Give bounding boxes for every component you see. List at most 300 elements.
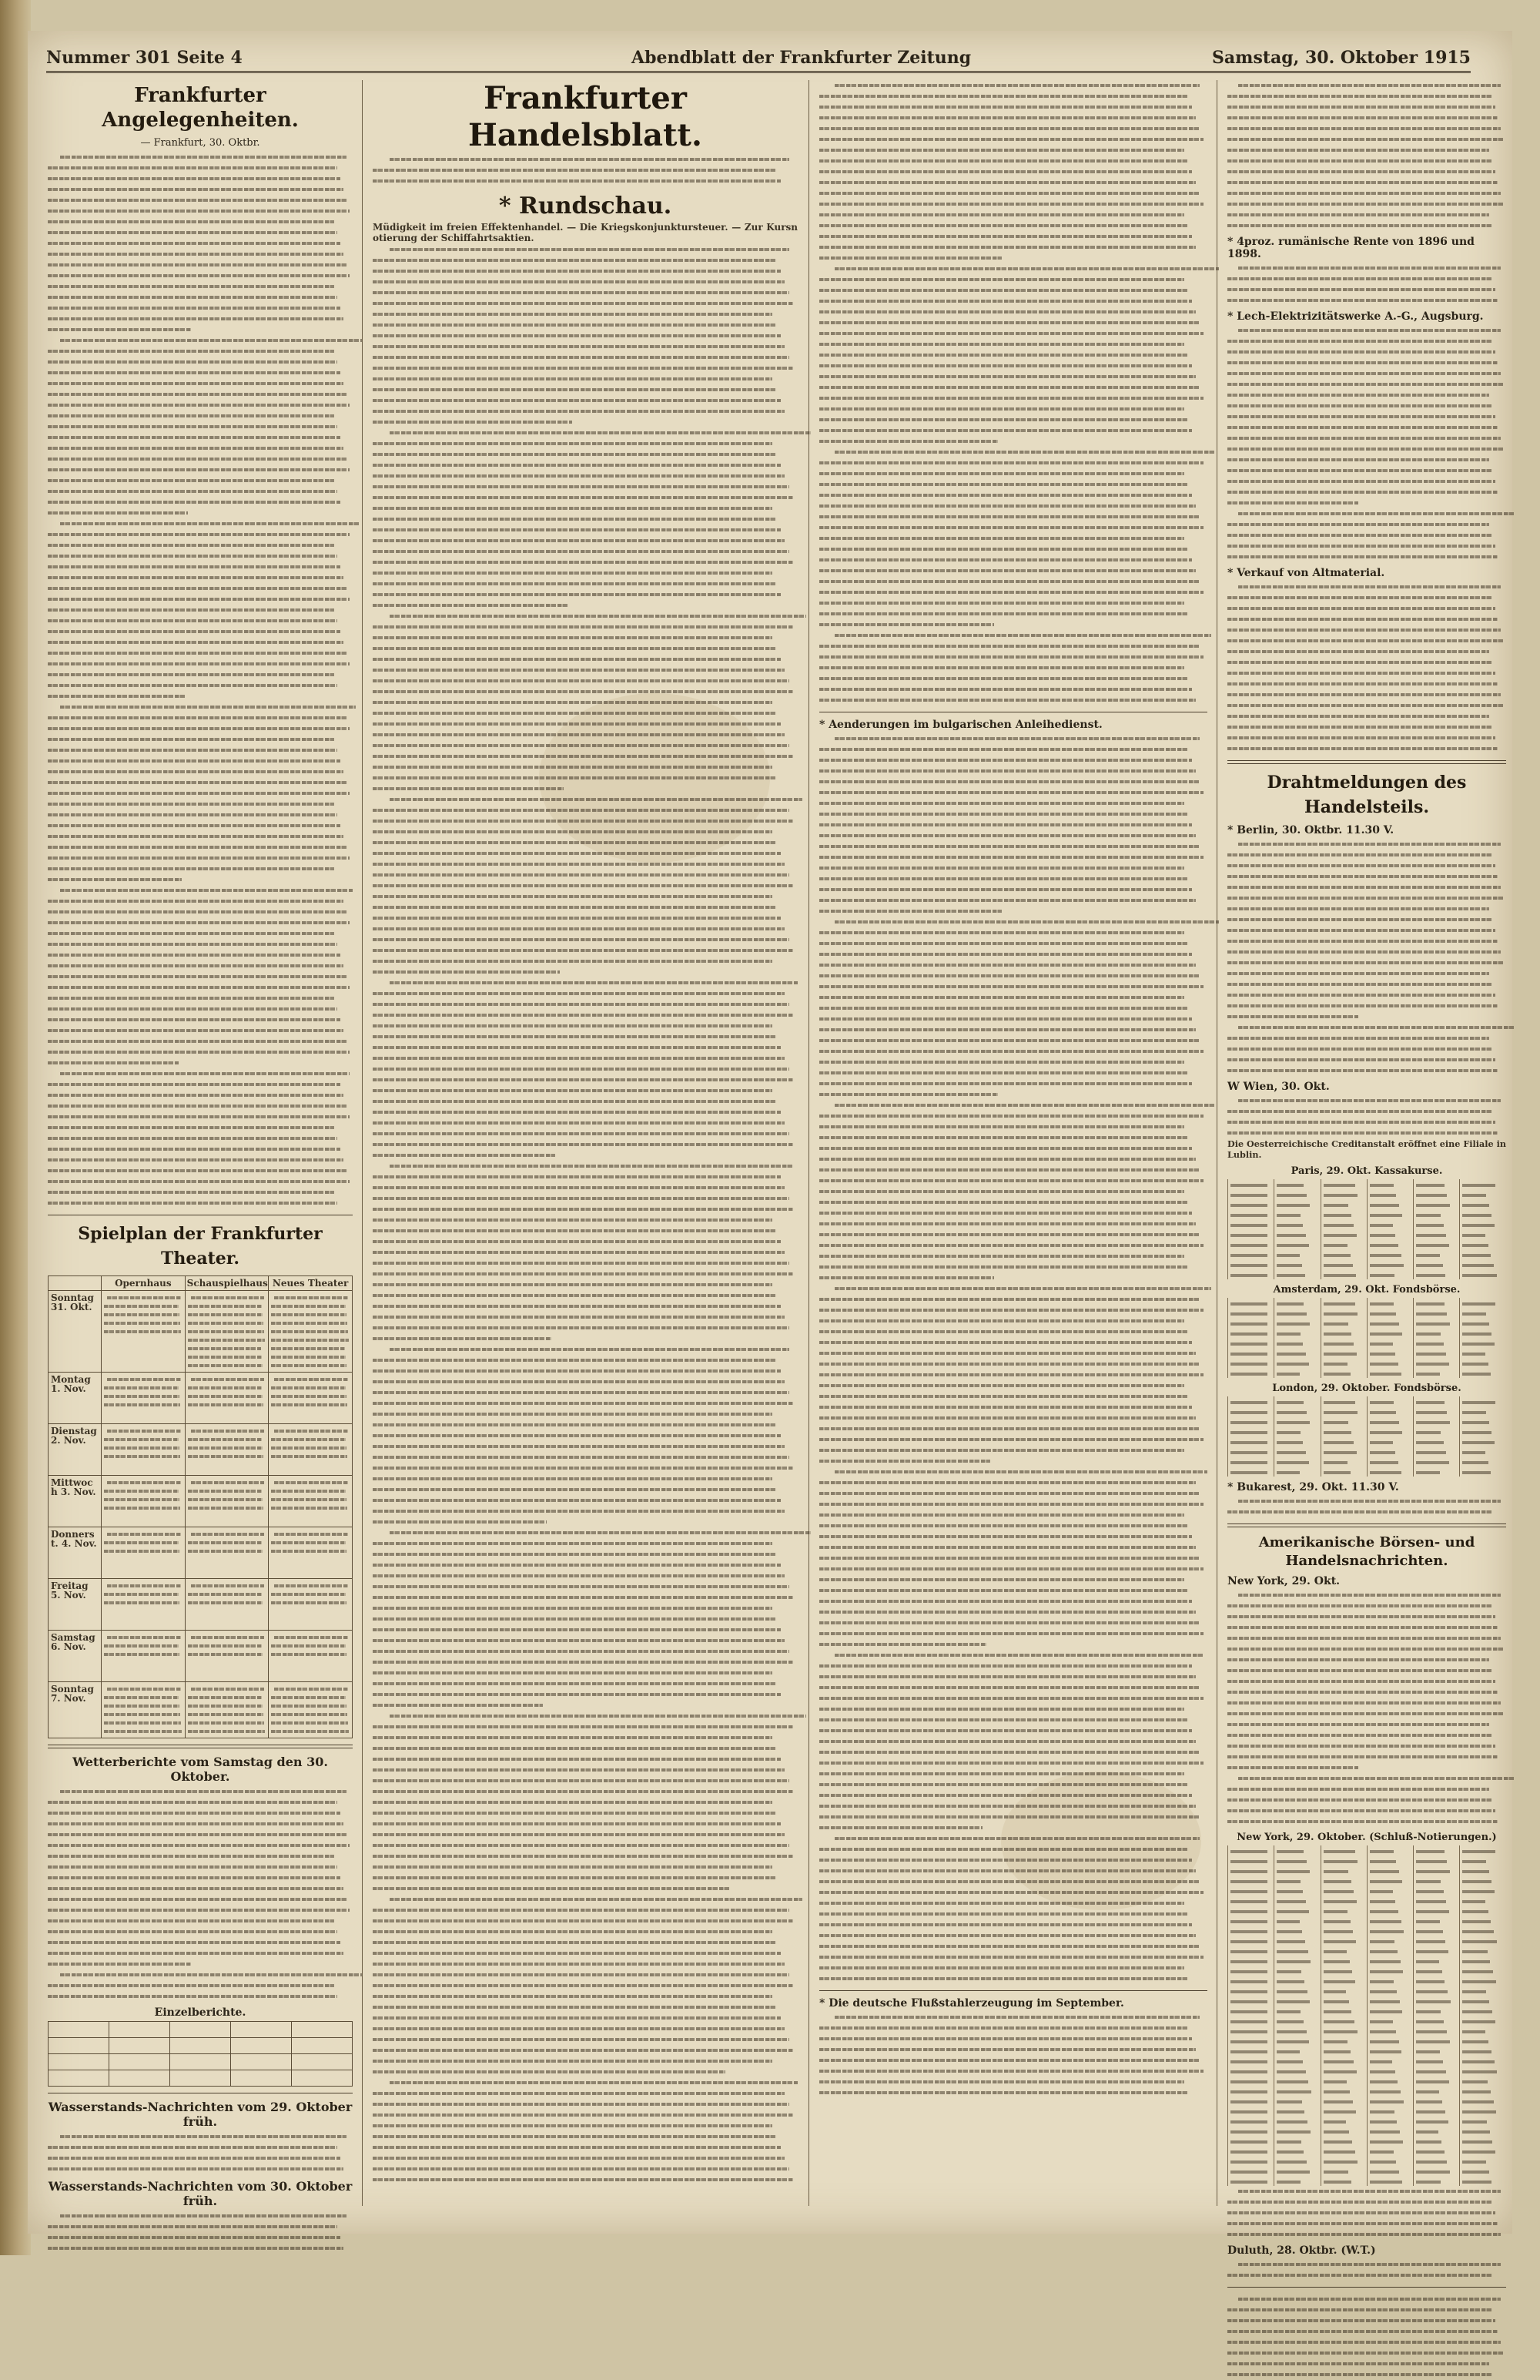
table-cell <box>1274 1229 1321 1239</box>
table-cell <box>1274 1946 1321 1956</box>
table-cell <box>1414 1338 1460 1348</box>
table-cell <box>1228 1936 1274 1946</box>
text-line <box>1227 1816 1506 1827</box>
text-line <box>819 1186 1207 1197</box>
table-cell <box>1228 1406 1274 1416</box>
divider <box>1227 2287 1506 2288</box>
text-line <box>819 630 1207 641</box>
text-line <box>373 1570 798 1581</box>
text-line <box>819 1617 1207 1628</box>
table-cell <box>1367 2036 1413 2046</box>
table-cell <box>1460 1229 1506 1239</box>
text-line <box>373 783 798 794</box>
text-line <box>373 330 798 341</box>
table-cell <box>1367 1966 1413 1976</box>
text-line <box>188 1336 266 1344</box>
text-line <box>1227 936 1506 947</box>
table-cell <box>1367 1219 1413 1229</box>
weather-text <box>48 1786 353 2002</box>
table-cell <box>1414 1855 1460 1865</box>
text-line <box>1227 454 1506 465</box>
text-line <box>373 568 798 578</box>
text-line <box>188 1503 266 1512</box>
masthead: Abendblatt der Frankfurter Zeitung <box>631 48 972 68</box>
text-line <box>1227 850 1506 860</box>
text-line <box>188 1581 266 1590</box>
text-line <box>373 1700 798 1711</box>
text-line <box>373 967 798 977</box>
text-line <box>104 1443 182 1452</box>
text-line <box>373 934 798 945</box>
text-line <box>188 1319 266 1327</box>
text-line <box>48 2142 353 2153</box>
table-cell <box>1460 2116 1506 2126</box>
text-line <box>819 684 1207 695</box>
text-line <box>819 873 1207 884</box>
table-cell <box>1228 2176 1274 2186</box>
table-cell <box>1274 2056 1321 2066</box>
text-line <box>48 1058 353 1068</box>
text-line <box>104 1375 182 1383</box>
text-line <box>819 1197 1207 1208</box>
table-cell <box>1274 2116 1321 2126</box>
text-line <box>819 2087 1207 2098</box>
table-cell <box>1274 1368 1321 1378</box>
text-line <box>1227 112 1506 123</box>
text-line <box>819 91 1207 102</box>
text-line <box>1227 123 1506 134</box>
text-line <box>1227 325 1506 336</box>
text-line <box>819 1100 1207 1111</box>
table-row <box>1228 2176 1507 2186</box>
text-line <box>373 1409 798 1420</box>
text-line <box>373 460 798 471</box>
text-line <box>819 766 1207 776</box>
table-cell <box>1414 1456 1460 1467</box>
table-cell <box>1228 1966 1274 1976</box>
table-cell <box>1274 1239 1321 1249</box>
text-line <box>271 1547 350 1555</box>
text-line <box>373 1721 798 1732</box>
text-line <box>1227 668 1506 679</box>
table-cell <box>1321 1426 1367 1436</box>
table-cell <box>1367 2136 1413 2146</box>
table-cell <box>1414 1436 1460 1446</box>
text-line <box>819 1499 1207 1510</box>
table-cell <box>1460 1865 1506 1876</box>
text-line <box>373 740 798 751</box>
rundschau-title: * Rundschau. <box>498 193 672 220</box>
text-line <box>373 1592 798 1603</box>
table-cell <box>1460 1396 1506 1406</box>
table-cell <box>1228 1956 1274 1966</box>
text-line <box>1227 689 1506 700</box>
text-line <box>104 1530 182 1538</box>
text-line <box>188 1383 266 1392</box>
text-line <box>819 884 1207 895</box>
text-line <box>48 184 353 195</box>
text-line <box>48 281 353 292</box>
text-line <box>1227 210 1506 220</box>
table-cell <box>1414 2106 1460 2116</box>
table-cell <box>1414 2116 1460 2126</box>
text-line <box>819 992 1207 1003</box>
table-cell <box>1414 1426 1460 1436</box>
text-line <box>373 1096 798 1107</box>
table-cell <box>1460 2066 1506 2076</box>
text-line <box>819 949 1207 960</box>
table-row <box>1228 2076 1507 2086</box>
text-line <box>188 1684 266 1693</box>
table-cell <box>102 1291 186 1373</box>
text-line <box>1227 519 1506 530</box>
table-cell <box>170 2070 231 2087</box>
table-row <box>1228 2116 1507 2126</box>
table-cell <box>1228 2136 1274 2146</box>
table-cell <box>1228 1189 1274 1199</box>
text-line <box>48 1165 353 1176</box>
text-line <box>373 1969 798 1980</box>
table-cell <box>1367 2096 1413 2106</box>
text-line <box>373 1107 798 1118</box>
table-cell <box>49 2022 109 2038</box>
text-line <box>1227 199 1506 210</box>
text-line <box>373 1657 798 1668</box>
text-line <box>373 1754 798 1765</box>
table-row <box>1228 2156 1507 2166</box>
table-cell <box>1274 2006 1321 2016</box>
steel-production-headline: * Die deutsche Flußstahlerzeugung im September. <box>819 1997 1124 2010</box>
table-row <box>1228 2146 1507 2156</box>
text-line <box>48 303 353 313</box>
table-cell <box>1460 2126 1506 2136</box>
table-cell <box>1414 1298 1460 1308</box>
text-line <box>373 1366 798 1376</box>
text-line <box>373 298 798 309</box>
day-cell: Sonntag 31. Okt. <box>49 1291 102 1373</box>
text-line <box>48 1101 353 1111</box>
text-line <box>373 492 798 503</box>
table-cell <box>1414 1896 1460 1906</box>
text-line <box>373 956 798 967</box>
text-line <box>819 1143 1207 1154</box>
table-cell <box>1274 1956 1321 1966</box>
text-line <box>373 2110 798 2120</box>
text-line <box>819 1380 1207 1391</box>
table-cell <box>1460 1338 1506 1348</box>
text-line <box>373 1042 798 1053</box>
table-cell <box>1321 1845 1367 1855</box>
table-cell <box>1274 1876 1321 1886</box>
text-line <box>819 1316 1207 1326</box>
table-cell <box>1228 1886 1274 1896</box>
table-row <box>1228 1996 1507 2006</box>
table-cell <box>292 2022 353 2038</box>
table-cell <box>1321 1396 1367 1406</box>
text-line <box>1227 679 1506 689</box>
table-cell <box>1367 1946 1413 1956</box>
text-line <box>373 503 798 514</box>
table-row <box>49 1527 353 1579</box>
text-line <box>48 831 353 842</box>
table-cell <box>1367 1896 1413 1906</box>
text-line <box>819 1121 1207 1132</box>
text-line <box>188 1344 266 1353</box>
table-cell <box>1321 1209 1367 1219</box>
text-line <box>373 1905 798 1916</box>
table-cell <box>1414 1886 1460 1896</box>
text-line <box>1227 411 1506 422</box>
text-line <box>1227 1065 1506 1076</box>
text-line <box>373 945 798 956</box>
steel-production-text <box>819 2012 1207 2098</box>
text-line <box>819 776 1207 787</box>
table-row <box>1228 2066 1507 2076</box>
text-line <box>819 2023 1207 2033</box>
text-line <box>819 1596 1207 1607</box>
text-line <box>104 1710 182 1718</box>
text-line <box>271 1344 350 1353</box>
table-cell <box>1460 1358 1506 1368</box>
table-row <box>1228 1189 1507 1199</box>
table-cell <box>185 1527 269 1579</box>
text-line <box>48 1808 353 1819</box>
table-row <box>1228 1916 1507 1926</box>
day-cell: Freitag 5. Nov. <box>49 1579 102 1631</box>
section-title-local: Frankfurter Angelegenheiten. <box>102 84 299 132</box>
text-line <box>373 277 798 287</box>
text-line <box>819 447 1207 458</box>
text-line <box>819 809 1207 820</box>
text-line <box>373 1538 798 1549</box>
text-line <box>373 729 798 740</box>
table-cell <box>1367 2106 1413 2116</box>
text-line <box>819 852 1207 863</box>
text-line <box>1227 1044 1506 1054</box>
text-line <box>373 589 798 600</box>
table-cell <box>1367 2126 1413 2136</box>
table-row <box>49 2022 353 2038</box>
table-cell <box>1414 2176 1460 2186</box>
text-line <box>1227 379 1506 390</box>
text-line <box>819 1963 1207 1973</box>
text-line <box>819 970 1207 981</box>
page-number: Nummer 301 Seite 4 <box>46 48 243 68</box>
text-line <box>1227 1633 1506 1644</box>
text-line <box>373 719 798 729</box>
text-line <box>819 1585 1207 1596</box>
table-row <box>1228 1209 1507 1219</box>
table-cell <box>1321 1916 1367 1926</box>
text-line <box>373 870 798 880</box>
table-cell <box>1414 1865 1460 1876</box>
column-telegrams <box>1227 80 1506 2257</box>
table-cell <box>1228 1298 1274 1308</box>
text-line <box>104 1400 182 1409</box>
text-line <box>373 1948 798 1959</box>
text-line <box>373 165 798 176</box>
text-line <box>373 1376 798 1387</box>
text-line <box>819 1952 1207 1963</box>
text-line <box>1227 498 1506 508</box>
text-line <box>819 1262 1207 1272</box>
text-line <box>48 432 353 443</box>
table-cell <box>1367 1986 1413 1996</box>
table-cell <box>1414 1986 1460 1996</box>
text-line <box>819 895 1207 906</box>
table-cell <box>1274 1845 1321 1855</box>
table-cell <box>1367 1426 1413 1436</box>
text-line <box>373 1991 798 2002</box>
text-line <box>373 924 798 934</box>
imprint-text <box>1227 2294 1506 2380</box>
text-line <box>1227 508 1506 519</box>
table-cell <box>1460 1876 1506 1886</box>
text-line <box>373 1247 798 1258</box>
table-cell <box>1367 1406 1413 1416</box>
text-line <box>48 421 353 432</box>
text-line <box>819 1348 1207 1359</box>
text-line <box>1227 2186 1506 2197</box>
table-cell <box>1228 1368 1274 1378</box>
table-row <box>1228 1348 1507 1358</box>
text-line <box>1227 2197 1506 2207</box>
table-cell <box>1274 1446 1321 1456</box>
text-line <box>48 2221 353 2232</box>
text-line <box>1227 2270 1506 2281</box>
text-line <box>1227 614 1506 625</box>
text-line <box>1227 2259 1506 2270</box>
text-line <box>373 1786 798 1797</box>
table-cell <box>1460 1916 1506 1926</box>
text-line <box>819 598 1207 608</box>
text-line <box>819 565 1207 576</box>
section-title-handelsblatt: Frankfurter Handelsblatt. <box>468 80 702 153</box>
text-line <box>188 1310 266 1319</box>
text-line <box>48 1819 353 1829</box>
text-line <box>373 1118 798 1128</box>
text-line <box>1227 2358 1506 2369</box>
text-line <box>373 794 798 805</box>
table-cell <box>1321 2176 1367 2186</box>
text-line <box>819 1574 1207 1585</box>
text-line <box>373 154 798 165</box>
text-line <box>819 1456 1207 1467</box>
text-line <box>1227 603 1506 614</box>
table-row <box>49 1631 353 1682</box>
table-cell <box>292 2070 353 2087</box>
table-cell <box>1414 2046 1460 2056</box>
table-cell <box>1228 1259 1274 1269</box>
table-cell <box>1414 1189 1460 1199</box>
text-line <box>819 695 1207 706</box>
text-line <box>48 1122 353 1133</box>
rundschau-lead: Müdigkeit im freien Effektenhandel. — Die Kriegskonjunktursteuer. — Zur Kursnotierung der Schiffahrtsaktien. <box>373 222 798 244</box>
table-row <box>1228 1318 1507 1328</box>
text-line <box>373 1668 798 1678</box>
text-line <box>104 1684 182 1693</box>
text-line <box>48 615 353 626</box>
text-line <box>48 335 353 346</box>
text-line <box>373 848 798 859</box>
text-line <box>104 1641 182 1650</box>
table-cell <box>1274 2096 1321 2106</box>
text-line <box>48 324 353 335</box>
text-line <box>48 971 353 982</box>
text-line <box>1227 732 1506 743</box>
water-level-title-1: Wasserstands-Nachrichten vom 29. Oktober früh. <box>48 2100 353 2129</box>
table-row <box>1228 1467 1507 1477</box>
text-line <box>1227 2294 1506 2305</box>
table-cell <box>170 2022 231 2038</box>
text-line <box>1227 1730 1506 1741</box>
table-cell <box>1321 1179 1367 1189</box>
table-cell <box>1321 1946 1367 1956</box>
text-line <box>271 1487 350 1495</box>
text-line <box>373 1204 798 1215</box>
text-line <box>819 1758 1207 1768</box>
text-line <box>373 1743 798 1754</box>
table-row <box>1228 1249 1507 1259</box>
water-level-title-2: Wasserstands-Nachrichten vom 30. Oktober früh. <box>48 2179 353 2208</box>
dateline: — Frankfurt, 30. Oktbr. <box>140 137 260 149</box>
text-line <box>819 733 1207 744</box>
table-cell <box>1367 1298 1413 1308</box>
table-cell <box>1367 2176 1413 2186</box>
text-line <box>1227 925 1506 936</box>
table-cell <box>1367 2066 1413 2076</box>
text-line <box>819 501 1207 511</box>
table-cell <box>1321 1308 1367 1318</box>
text-line <box>373 2153 798 2164</box>
text-line <box>48 313 353 324</box>
text-line <box>271 1319 350 1327</box>
table-cell <box>1274 1426 1321 1436</box>
table-cell <box>1274 2176 1321 2186</box>
text-line <box>373 1182 798 1193</box>
text-line <box>271 1727 350 1735</box>
divider <box>819 1990 1207 1991</box>
table-cell <box>292 2038 353 2054</box>
table-cell <box>1228 2116 1274 2126</box>
text-line <box>48 1004 353 1014</box>
table-cell <box>1228 1896 1274 1906</box>
table-row <box>1228 2026 1507 2036</box>
text-line <box>819 1715 1207 1725</box>
text-line <box>271 1426 350 1435</box>
creditanstalt-note: Die Oesterreichische Creditanstalt eröffnet eine Filiale in Lublin. <box>1227 1138 1506 1161</box>
text-line <box>1227 635 1506 646</box>
table-cell <box>1414 1936 1460 1946</box>
table-cell <box>1228 1269 1274 1279</box>
table-cell <box>1367 2006 1413 2016</box>
text-line <box>373 1172 798 1182</box>
table-cell <box>1274 1896 1321 1906</box>
text-line <box>373 1021 798 1031</box>
table-cell <box>1321 2046 1367 2056</box>
table-cell <box>1414 1926 1460 1936</box>
table-cell <box>1460 1976 1506 1986</box>
table-cell <box>1274 2136 1321 2146</box>
table-cell <box>269 1424 353 1476</box>
table-cell <box>109 2070 170 2087</box>
text-line <box>1227 839 1506 850</box>
text-line <box>819 798 1207 809</box>
table-cell <box>1367 1876 1413 1886</box>
table-cell <box>185 1631 269 1682</box>
text-line <box>819 220 1207 231</box>
bulgarian-loan-text <box>819 733 1207 1984</box>
